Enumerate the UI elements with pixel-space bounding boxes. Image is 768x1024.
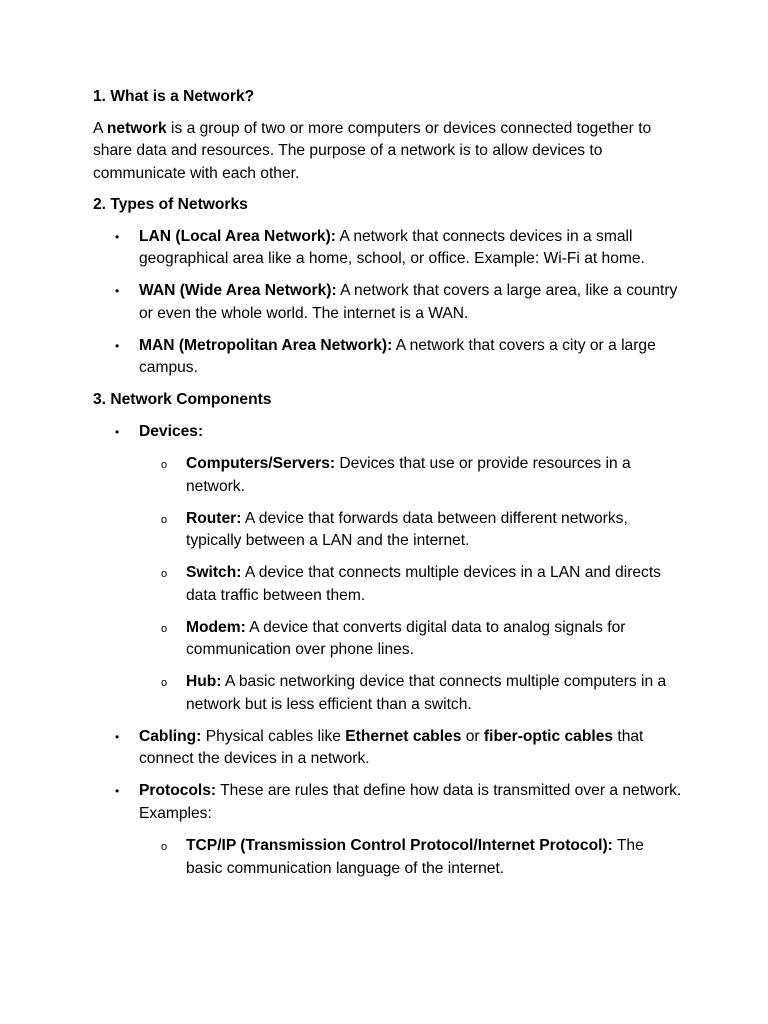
item-desc: A network that connects devices in a small geographical area like a home, school, or office. Example: Wi-Fi at home. bbox=[139, 227, 645, 267]
para-term-network: network bbox=[106, 119, 167, 137]
item-term: TCP/IP (Transmission Control Protocol/Internet Protocol): bbox=[186, 837, 613, 854]
item-desc: Devices that use or provide resources in a network. bbox=[186, 455, 631, 495]
bullet-icon: • bbox=[115, 784, 120, 798]
section-heading-types-of-networks: 2. Types of Networks bbox=[93, 196, 248, 213]
item-term: Modem: bbox=[186, 618, 246, 636]
bullet-icon: • bbox=[115, 284, 120, 298]
sublist-item-tcp-ip bbox=[139, 835, 683, 880]
item-term: Router: bbox=[186, 509, 242, 527]
para-text: is a group of two or more computers or devices connected together to share data and resources. The purpose of a network is to allow devices to communicate with each other. bbox=[93, 119, 652, 182]
item-desc: A device that forwards data between different networks, typically between a LAN and the internet. bbox=[186, 509, 628, 549]
list-item-wan bbox=[93, 280, 683, 325]
section-heading-what-is-network: 1. What is a Network? bbox=[93, 88, 255, 105]
sub-bullet-icon: o bbox=[161, 513, 168, 526]
item-desc: A network that covers a large area, like a country or even the whole world. The internet is a WAN. bbox=[139, 282, 678, 322]
item-term: Devices: bbox=[139, 422, 204, 440]
network-definition-paragraph bbox=[93, 118, 683, 186]
item-desc: The basic communication language of the internet. bbox=[186, 837, 644, 877]
item-term: Cabling: bbox=[139, 727, 202, 745]
item-term: Hub: bbox=[186, 673, 222, 690]
sub-bullet-icon: o bbox=[161, 568, 168, 580]
item-term: MAN (Metropolitan Area Network): bbox=[139, 336, 393, 354]
item-term: Computers/Servers: bbox=[186, 455, 336, 472]
list-item-cabling bbox=[93, 726, 683, 771]
section-heading-network-components: 3. Network Components bbox=[93, 391, 272, 408]
list-item-lan bbox=[93, 226, 683, 271]
item-desc: that connect the devices in a network. bbox=[139, 727, 644, 767]
sublist-item-router bbox=[139, 508, 683, 553]
bullet-icon: • bbox=[115, 338, 120, 353]
document-page bbox=[93, 86, 683, 890]
sub-bullet-icon: o bbox=[161, 622, 168, 635]
bullet-icon: • bbox=[115, 229, 120, 244]
network-components-list bbox=[93, 421, 683, 881]
para-text: A bbox=[93, 119, 107, 137]
list-item-devices bbox=[93, 421, 683, 717]
sub-bullet-icon: o bbox=[161, 677, 168, 689]
network-types-list bbox=[93, 226, 683, 380]
item-term: LAN (Local Area Network): bbox=[139, 227, 336, 245]
item-desc: A device that connects multiple devices in a LAN and directs data traffic between them. bbox=[186, 564, 661, 604]
bullet-icon: • bbox=[115, 729, 120, 744]
sublist-item-hub bbox=[139, 671, 683, 716]
sublist-item-switch bbox=[139, 562, 683, 607]
item-desc: or bbox=[461, 727, 484, 745]
sub-bullet-icon: o bbox=[161, 459, 168, 471]
list-item-protocols bbox=[93, 780, 683, 880]
item-term: Protocols: bbox=[139, 782, 217, 799]
item-term: Switch: bbox=[186, 564, 242, 581]
item-bold-fiber-optic: fiber-optic cables bbox=[483, 727, 614, 745]
sub-bullet-icon: o bbox=[161, 841, 168, 853]
devices-sublist bbox=[139, 453, 683, 716]
bullet-icon: • bbox=[115, 424, 120, 439]
sublist-item-computers-servers bbox=[139, 453, 683, 498]
item-desc: Physical cables like bbox=[201, 727, 346, 745]
item-desc: A network that covers a city or a large campus. bbox=[139, 336, 656, 376]
protocols-sublist bbox=[139, 835, 683, 880]
item-desc: A device that converts digital data to analog signals for communication over phone lines. bbox=[186, 618, 626, 658]
item-bold-ethernet: Ethernet cables bbox=[345, 727, 462, 745]
sublist-item-modem bbox=[139, 617, 683, 662]
item-term: WAN (Wide Area Network): bbox=[139, 282, 337, 299]
item-desc: These are rules that define how data is transmitted over a network. Examples: bbox=[139, 782, 682, 822]
list-item-man bbox=[93, 335, 683, 380]
item-desc: A basic networking device that connects multiple computers in a network but is less efficient than a switch. bbox=[186, 673, 667, 713]
